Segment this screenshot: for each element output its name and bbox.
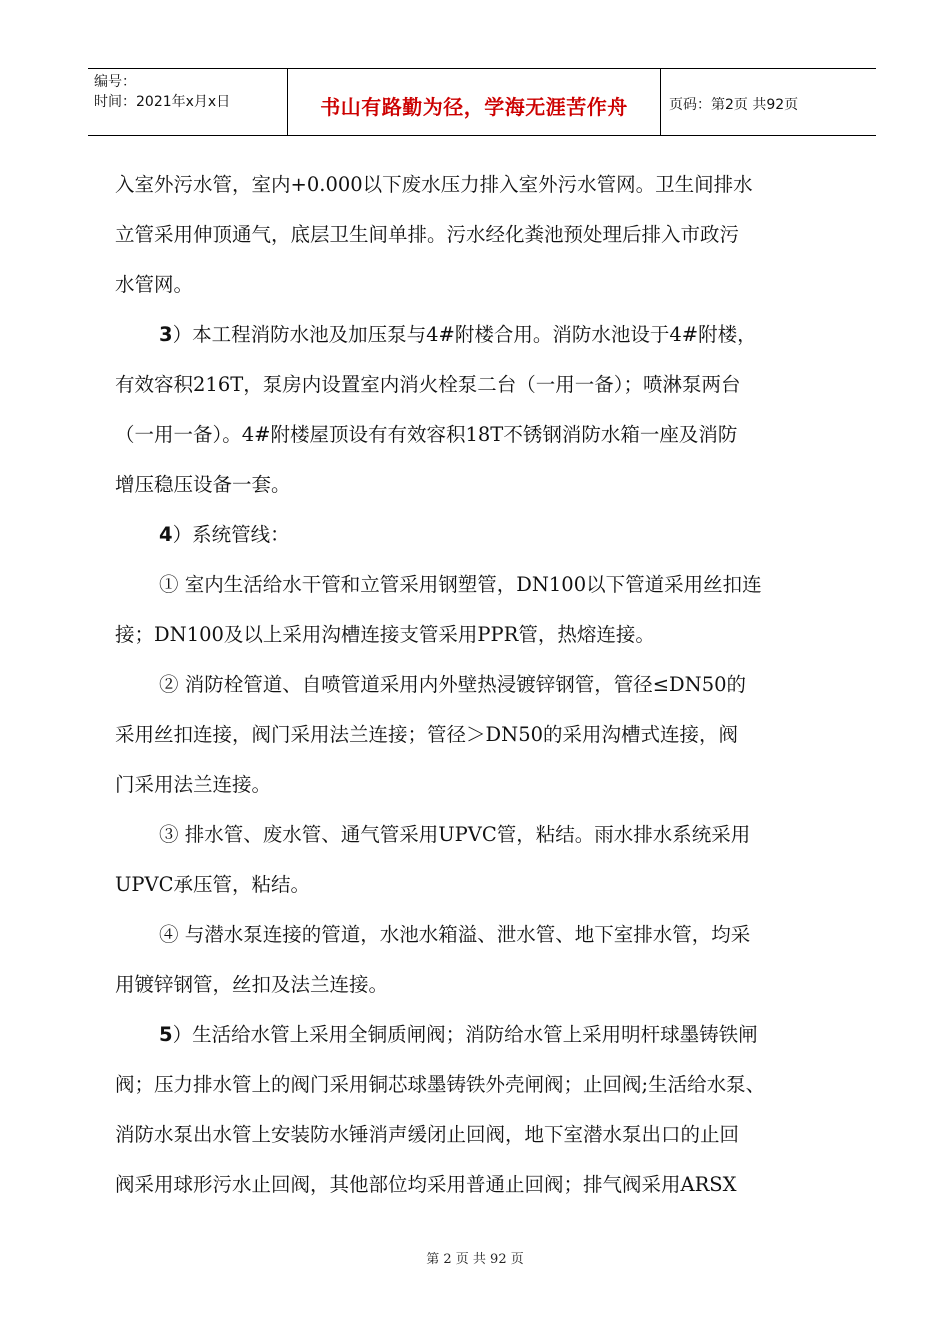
body-line: 水管网。 [115,273,194,296]
item-number: 3 [159,323,173,346]
document-header [88,68,876,136]
body-line: 接；DN100及以上采用沟槽连接支管采用PPR管，热熔连接。 [115,623,655,646]
header-motto-cell [288,69,661,135]
body-line [115,510,855,560]
body-line: ② 消防栓管道、自喷管道采用内外壁热浸镀锌钢管，管径≤DN50的 [159,673,747,696]
body-line: 入室外污水管，室内+0.000以下废水压力排入室外污水管网。卫生间排水 [115,173,753,196]
document-date: 时间：2021年x月x日 [94,94,231,110]
body-line: 阀；压力排水管上的阀门采用铜芯球墨铸铁外壳闸阀；止回阀;生活给水泵、 [115,1073,766,1096]
body-line: 立管采用伸顶通气，底层卫生间单排。污水经化粪池预处理后排入市政污 [115,223,740,246]
body-line [115,1010,855,1060]
body-line: 有效容积216T，泵房内设置室内消火栓泵二台（一用一备）；喷淋泵两台 [115,373,741,396]
body-line: 采用丝扣连接，阀门采用法兰连接；管径＞DN50的采用沟槽式连接，阀 [115,723,739,746]
body-line: UPVC承压管，粘结。 [115,873,311,896]
document-number-label: 编号： [94,74,136,90]
body-line [115,310,855,360]
body-line: ③ 排水管、废水管、通气管采用UPVC管，粘结。雨水排水系统采用 [159,823,751,846]
body-line-text: ）本工程消防水池及加压泵与4#附楼合用。消防水池设于4#附楼， [172,323,757,346]
item-number: 4 [159,523,173,546]
body-line: 阀采用球形污水止回阀，其他部位均采用普通止回阀；排气阀采用ARSX [115,1173,737,1196]
document-body [115,160,855,1210]
header-motto: 书山有路勤为径，学海无涯苦作舟 [320,95,628,119]
body-line: （一用一备）。4#附楼屋顶设有有效容积18T不锈钢消防水箱一座及消防 [115,423,738,446]
body-line: ④ 与潜水泵连接的管道，水池水箱溢、泄水管、地下室排水管，均采 [159,923,751,946]
body-line: 门采用法兰连接。 [115,773,272,796]
body-line: 增压稳压设备一套。 [115,473,291,496]
body-line: 用镀锌钢管，丝扣及法兰连接。 [115,973,389,996]
item-number: 5 [159,1023,173,1046]
body-line: 消防水泵出水管上安装防水锤消声缓闭止回阀，地下室潜水泵出口的止回 [115,1123,740,1146]
body-line: ① 室内生活给水干管和立管采用钢塑管，DN100以下管道采用丝扣连 [159,573,762,596]
body-line-text: ）生活给水管上采用全铜质闸阀；消防给水管上采用明杆球墨铸铁闸 [172,1023,758,1046]
header-meta-cell [88,69,288,135]
body-line-text: ）系统管线： [172,523,290,546]
page-footer: 第 2 页 共 92 页 [426,1252,524,1267]
header-page-cell [661,69,876,135]
header-page-info: 页码：第2页 共92页 [669,97,799,113]
